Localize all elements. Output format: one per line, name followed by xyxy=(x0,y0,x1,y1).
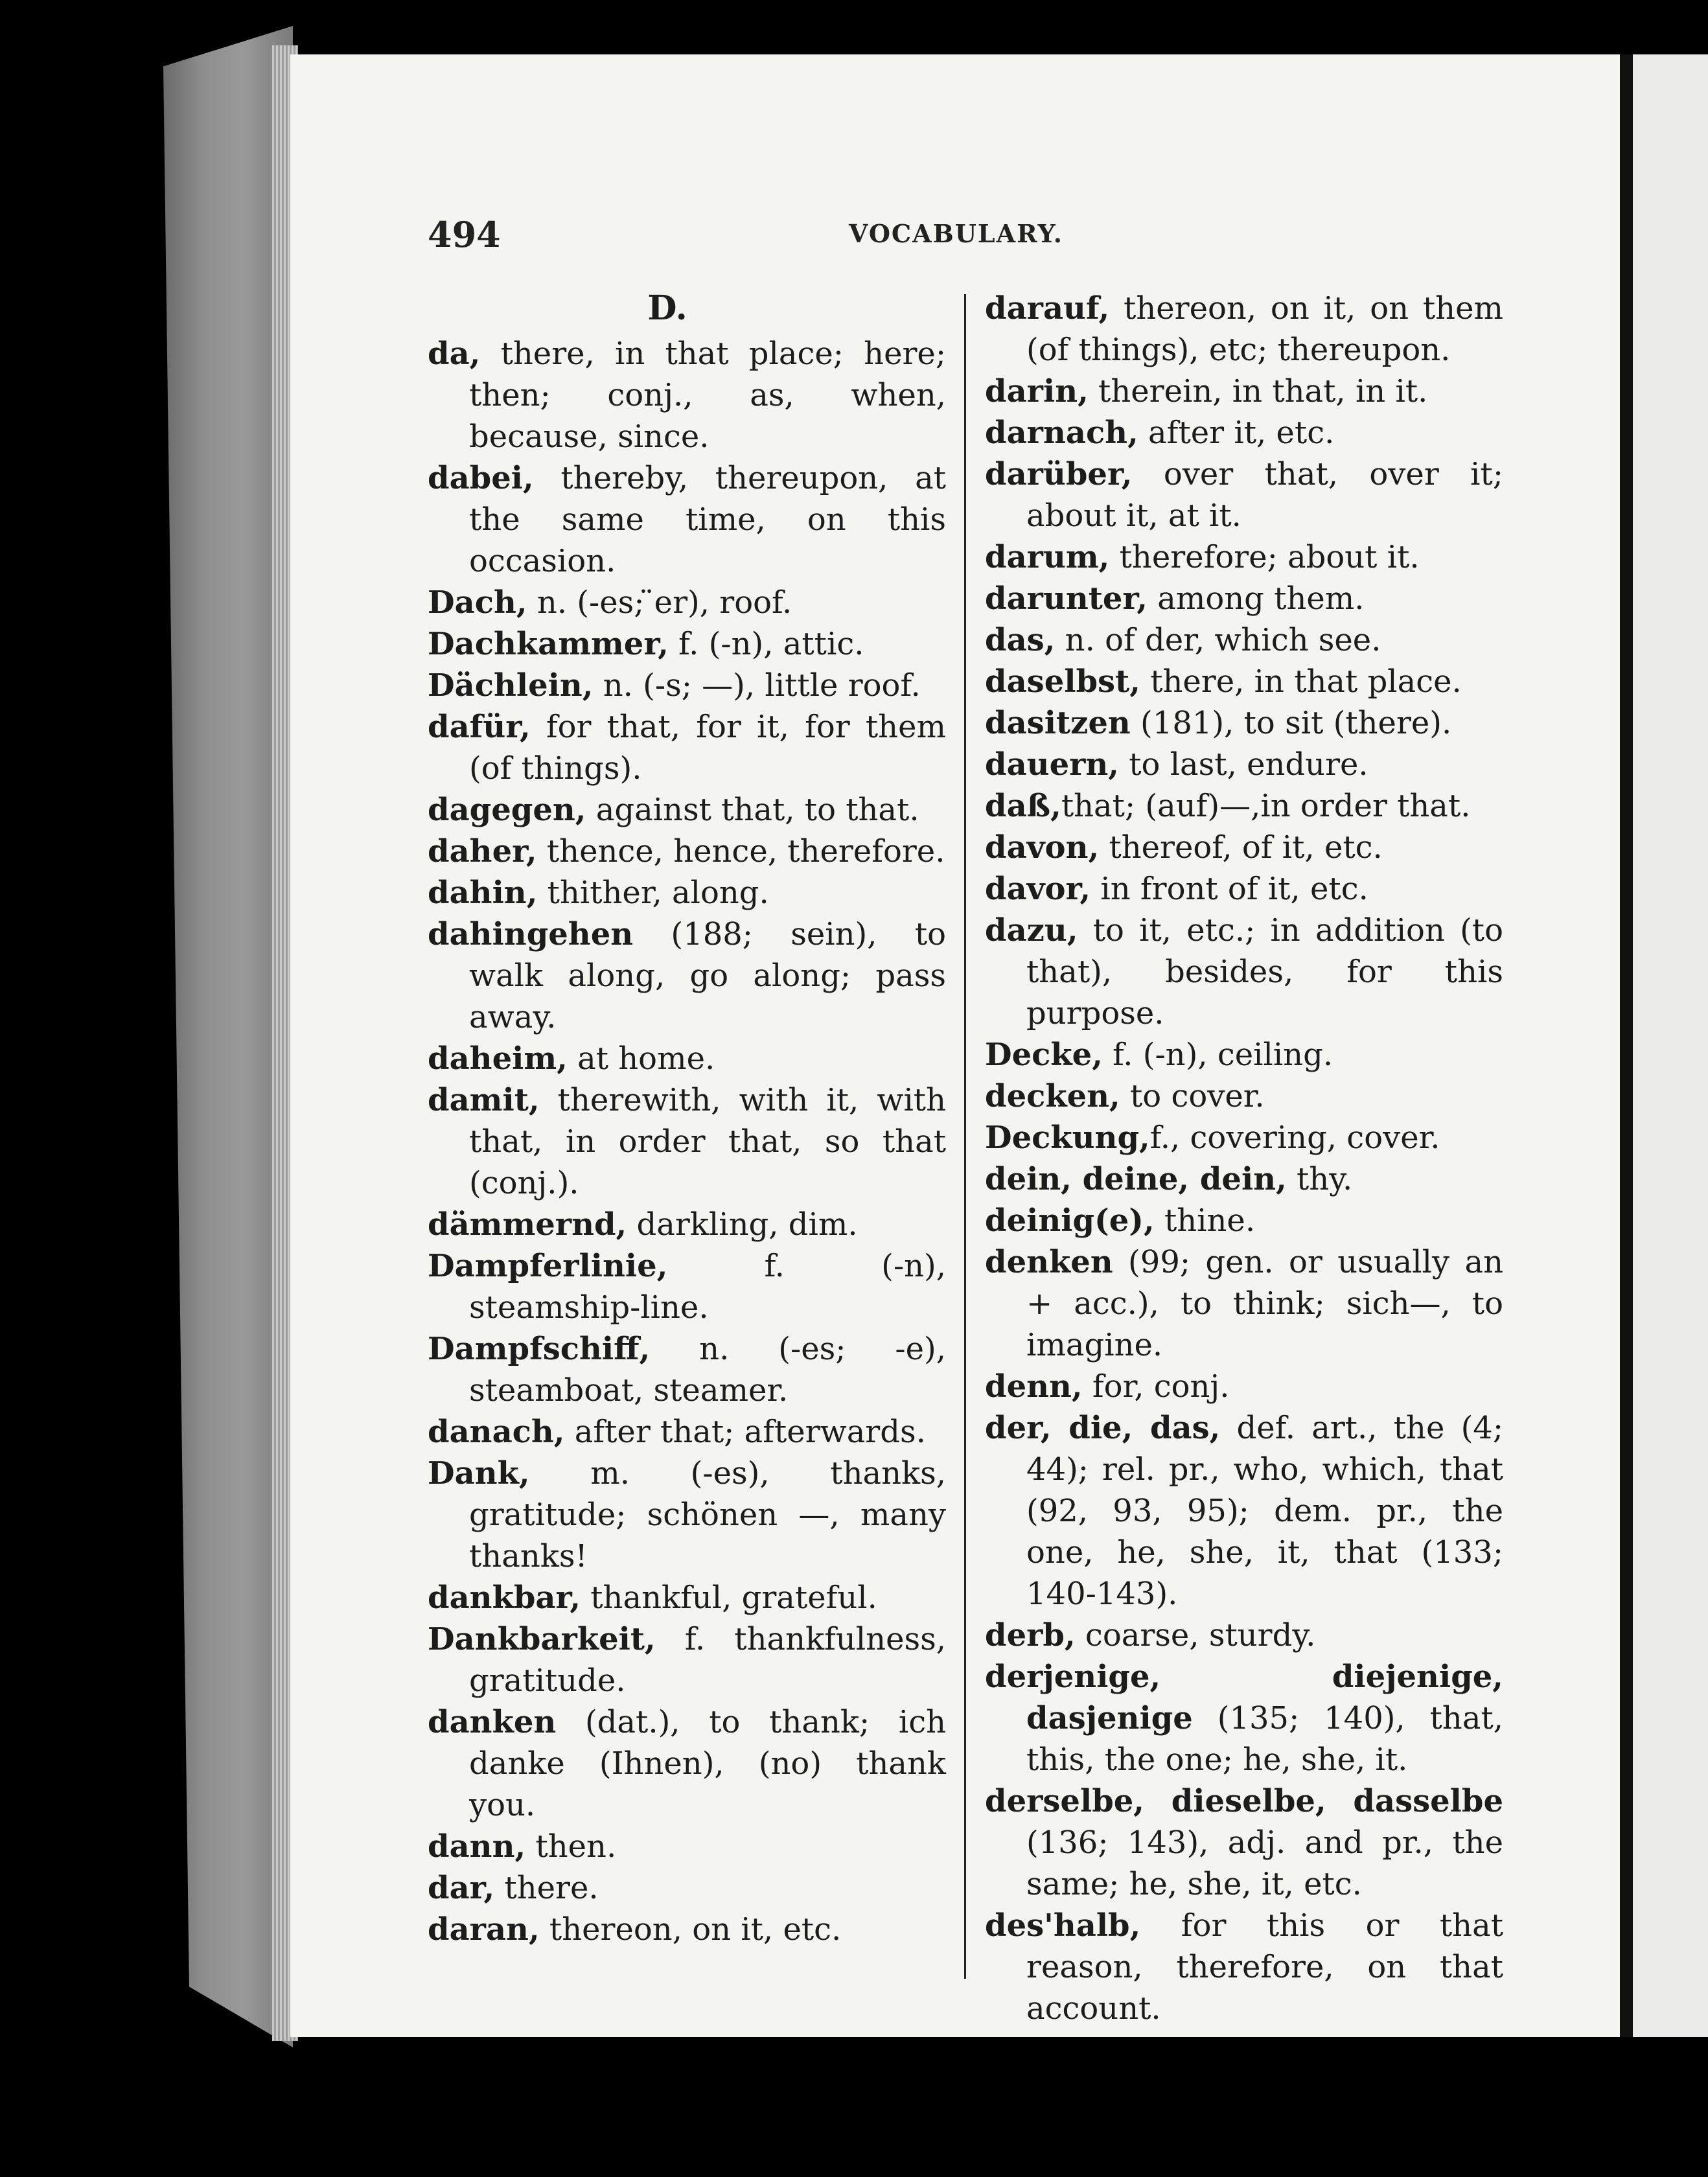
vocabulary-entry xyxy=(985,744,1503,785)
vocabulary-entry xyxy=(428,665,946,706)
entry-headword: daran, xyxy=(428,1911,540,1948)
vocabulary-entry xyxy=(428,1079,946,1204)
vocabulary-entry xyxy=(428,789,946,831)
entry-headword: dazu, xyxy=(985,912,1078,949)
vocabulary-entry xyxy=(985,868,1503,910)
entry-definition: there, in that place; here; then; conj., as, when, because, since. xyxy=(469,336,946,455)
entry-headword: dar, xyxy=(428,1870,495,1906)
right-entries xyxy=(985,288,1503,2029)
entry-headword: derselbe, dieselbe, dasselbe xyxy=(985,1783,1503,1819)
vocabulary-entry xyxy=(428,1701,946,1826)
entry-definition: in front of it, etc. xyxy=(1091,871,1368,907)
vocabulary-entry xyxy=(428,1577,946,1618)
entry-definition: n. (-es; ̈er), roof. xyxy=(527,584,792,621)
entry-headword: damit, xyxy=(428,1082,540,1118)
page-number: 494 xyxy=(428,214,501,255)
entry-definition: to last, endure. xyxy=(1119,746,1368,783)
vocabulary-entry xyxy=(985,371,1503,412)
entry-headword: dauern, xyxy=(985,746,1119,783)
vocabulary-entry xyxy=(428,333,946,457)
entry-headword: darnach, xyxy=(985,415,1138,451)
entry-headword: derb, xyxy=(985,1617,1076,1653)
entry-definition: for this or that reason, therefore, on that account. xyxy=(1026,1907,1503,2027)
vocabulary-entry xyxy=(985,1034,1503,1076)
entry-headword: decken, xyxy=(985,1078,1120,1114)
vocabulary-entry xyxy=(985,1158,1503,1200)
vocabulary-entry xyxy=(985,661,1503,702)
vocabulary-entry xyxy=(428,1453,946,1577)
entry-definition: there. xyxy=(494,1870,599,1906)
entry-headword: dahin, xyxy=(428,875,538,911)
entry-definition: to cover. xyxy=(1120,1078,1265,1114)
entry-definition: over that, over it; about it, at it. xyxy=(1026,456,1503,534)
entry-headword: dämmernd, xyxy=(428,1206,627,1243)
entry-definition: thankful, grateful. xyxy=(581,1580,877,1616)
entry-definition: for that, for it, for them (of things). xyxy=(469,709,946,787)
entry-headword: das, xyxy=(985,622,1056,658)
entry-headword: davon, xyxy=(985,829,1100,866)
gutter-shadow xyxy=(1620,54,1633,2037)
vocabulary-entry xyxy=(428,1909,946,1950)
entry-headword: darüber, xyxy=(985,456,1133,492)
entry-definition: then. xyxy=(525,1828,617,1865)
entry-definition: thereby, thereupon, at the same time, on this occasion. xyxy=(469,460,946,579)
entry-definition: therein, in that, in it. xyxy=(1088,373,1428,409)
next-page-edge xyxy=(1633,54,1708,2037)
vocabulary-entry xyxy=(985,454,1503,536)
entry-definition: (188; sein), to walk along, go along; pass away. xyxy=(469,916,946,1035)
entry-definition: m. (-es), thanks, gratitude; schönen —, many thanks! xyxy=(469,1455,946,1574)
entry-definition: thence, hence, therefore. xyxy=(537,833,945,870)
entry-definition: against that, to that. xyxy=(586,792,919,828)
vocabulary-entry xyxy=(428,914,946,1038)
vocabulary-entry xyxy=(428,1411,946,1453)
vocabulary-entry xyxy=(428,457,946,582)
entry-headword: Dampfschiff, xyxy=(428,1331,651,1367)
vocabulary-entry xyxy=(428,582,946,623)
entry-definition: to it, etc.; in addition (to that), besides, for this purpose. xyxy=(1026,912,1503,1031)
entry-headword: dein, deine, dein, xyxy=(985,1161,1287,1197)
entry-definition: (136; 143), adj. and pr., the same; he, she, it, etc. xyxy=(1026,1825,1503,1902)
vocabulary-entry xyxy=(428,1826,946,1867)
vocabulary-entry xyxy=(985,1615,1503,1656)
entry-definition: after it, etc. xyxy=(1138,415,1335,451)
entry-headword: daß, xyxy=(985,788,1061,824)
entry-definition: n. of der, which see. xyxy=(1055,622,1381,658)
left-column xyxy=(428,288,946,1950)
entry-headword: danach, xyxy=(428,1414,565,1450)
entry-headword: dafür, xyxy=(428,709,531,745)
entry-definition: therewith, with it, with that, in order that, so that (conj.). xyxy=(469,1082,946,1201)
right-column xyxy=(985,288,1503,2029)
entry-definition: (dat.), to thank; ich danke (Ihnen), (no) thank you. xyxy=(469,1704,946,1823)
entry-headword: Dampferlinie, xyxy=(428,1248,668,1284)
entry-definition: therefore; about it. xyxy=(1109,539,1420,575)
vocabulary-entry xyxy=(985,910,1503,1034)
vocabulary-entry xyxy=(985,1117,1503,1158)
entry-definition: f. (-n), attic. xyxy=(668,626,864,662)
vocabulary-entry xyxy=(985,412,1503,454)
vocabulary-entry xyxy=(985,785,1503,827)
letter-heading: D. xyxy=(647,288,687,328)
entry-headword: dabei, xyxy=(428,460,534,496)
vocabulary-entry xyxy=(985,1076,1503,1117)
entry-headword: danken xyxy=(428,1704,557,1740)
vocabulary-entry xyxy=(428,1204,946,1245)
vocabulary-entry xyxy=(428,706,946,789)
entry-headword: darunter, xyxy=(985,581,1148,617)
entry-definition: thereof, of it, etc. xyxy=(1099,829,1383,866)
vocabulary-entry xyxy=(985,288,1503,371)
vocabulary-entry xyxy=(428,872,946,914)
running-title: VOCABULARY. xyxy=(849,219,1063,248)
entry-headword: Dach, xyxy=(428,584,527,621)
vocabulary-entry xyxy=(985,1905,1503,2029)
vocabulary-entry xyxy=(428,1245,946,1328)
entry-definition: f. (-n), steamship-line. xyxy=(469,1248,946,1326)
page-header xyxy=(290,214,1620,259)
entry-definition: f. (-n), ceiling. xyxy=(1102,1037,1333,1073)
entry-definition: thither, along. xyxy=(537,875,769,911)
entry-definition: for, conj. xyxy=(1082,1368,1230,1405)
entry-definition: after that; afterwards. xyxy=(564,1414,926,1450)
entry-headword: Dank, xyxy=(428,1455,530,1492)
entry-definition: among them. xyxy=(1147,581,1365,617)
entry-headword: dankbar, xyxy=(428,1580,581,1616)
entry-definition: (99; gen. or usually an + acc.), to think; sich—, to imagine. xyxy=(1026,1244,1503,1363)
entry-headword: Dächlein, xyxy=(428,667,594,704)
entry-definition: at home. xyxy=(567,1041,715,1077)
entry-definition: def. art., the (4; 44); rel. pr., who, which, that (92, 93, 95); dem. pr., the one, he, she, it, that (133; 140-143). xyxy=(1026,1410,1503,1612)
entry-definition: there, in that place. xyxy=(1140,663,1462,700)
vocabulary-entry xyxy=(985,619,1503,661)
entry-headword: daheim, xyxy=(428,1041,568,1077)
left-entries xyxy=(428,333,946,1950)
entry-headword: daher, xyxy=(428,833,537,870)
column-divider xyxy=(964,294,966,1979)
entry-headword: dann, xyxy=(428,1828,526,1865)
vocabulary-entry xyxy=(985,827,1503,868)
entry-definition: coarse, sturdy. xyxy=(1075,1617,1316,1653)
vocabulary-entry xyxy=(985,702,1503,744)
vocabulary-entry xyxy=(985,1366,1503,1407)
entry-definition: that; (auf)—,in order that. xyxy=(1061,788,1471,824)
entry-headword: daselbst, xyxy=(985,663,1140,700)
entry-headword: Dachkammer, xyxy=(428,626,669,662)
entry-headword: Decke, xyxy=(985,1037,1103,1073)
entry-definition: (135; 140), that, this, the one; he, she, it. xyxy=(1026,1700,1503,1778)
entry-headword: dahingehen xyxy=(428,916,634,952)
vocabulary-entry xyxy=(428,623,946,665)
vocabulary-entry xyxy=(985,1656,1503,1780)
entry-headword: darauf, xyxy=(985,290,1110,327)
entry-definition: thy. xyxy=(1286,1161,1353,1197)
entry-headword: dagegen, xyxy=(428,792,586,828)
vocabulary-entry xyxy=(428,1038,946,1079)
vocabulary-entry xyxy=(428,1867,946,1909)
entry-headword: der, die, das, xyxy=(985,1410,1221,1446)
vocabulary-entry xyxy=(428,831,946,872)
entry-definition: n. (-s; —), little roof. xyxy=(593,667,921,704)
entry-definition: f., covering, cover. xyxy=(1149,1120,1440,1156)
vocabulary-entry xyxy=(985,536,1503,578)
vocabulary-entry xyxy=(428,1328,946,1411)
dictionary-page xyxy=(290,54,1620,2037)
vocabulary-entry xyxy=(985,1200,1503,1241)
entry-definition: n. (-es; -e), steamboat, steamer. xyxy=(469,1331,946,1409)
vocabulary-entry xyxy=(985,1780,1503,1905)
entry-headword: des'halb, xyxy=(985,1907,1141,1944)
entry-headword: darum, xyxy=(985,539,1110,575)
entry-headword: davor, xyxy=(985,871,1091,907)
entry-headword: deinig(e), xyxy=(985,1203,1155,1239)
entry-headword: darin, xyxy=(985,373,1089,409)
entry-definition: darkling, dim. xyxy=(627,1206,858,1243)
entry-headword: da, xyxy=(428,336,481,372)
vocabulary-entry xyxy=(985,578,1503,619)
entry-headword: Deckung, xyxy=(985,1120,1150,1156)
entry-definition: thereon, on it, on them (of things), etc; thereupon. xyxy=(1026,290,1503,368)
entry-definition: thine. xyxy=(1154,1203,1256,1239)
entry-definition: thereon, on it, etc. xyxy=(539,1911,842,1948)
entry-definition: f. thankfulness, gratitude. xyxy=(469,1621,946,1699)
vocabulary-entry xyxy=(428,1618,946,1701)
entry-headword: derjenige, diejenige, dasjenige xyxy=(985,1659,1503,1736)
entry-headword: Dankbarkeit, xyxy=(428,1621,656,1657)
entry-definition: (181), to sit (there). xyxy=(1130,705,1452,741)
entry-headword: denn, xyxy=(985,1368,1083,1405)
vocabulary-entry xyxy=(985,1407,1503,1615)
entry-headword: denken xyxy=(985,1244,1113,1280)
entry-headword: dasitzen xyxy=(985,705,1131,741)
vocabulary-entry xyxy=(985,1241,1503,1366)
